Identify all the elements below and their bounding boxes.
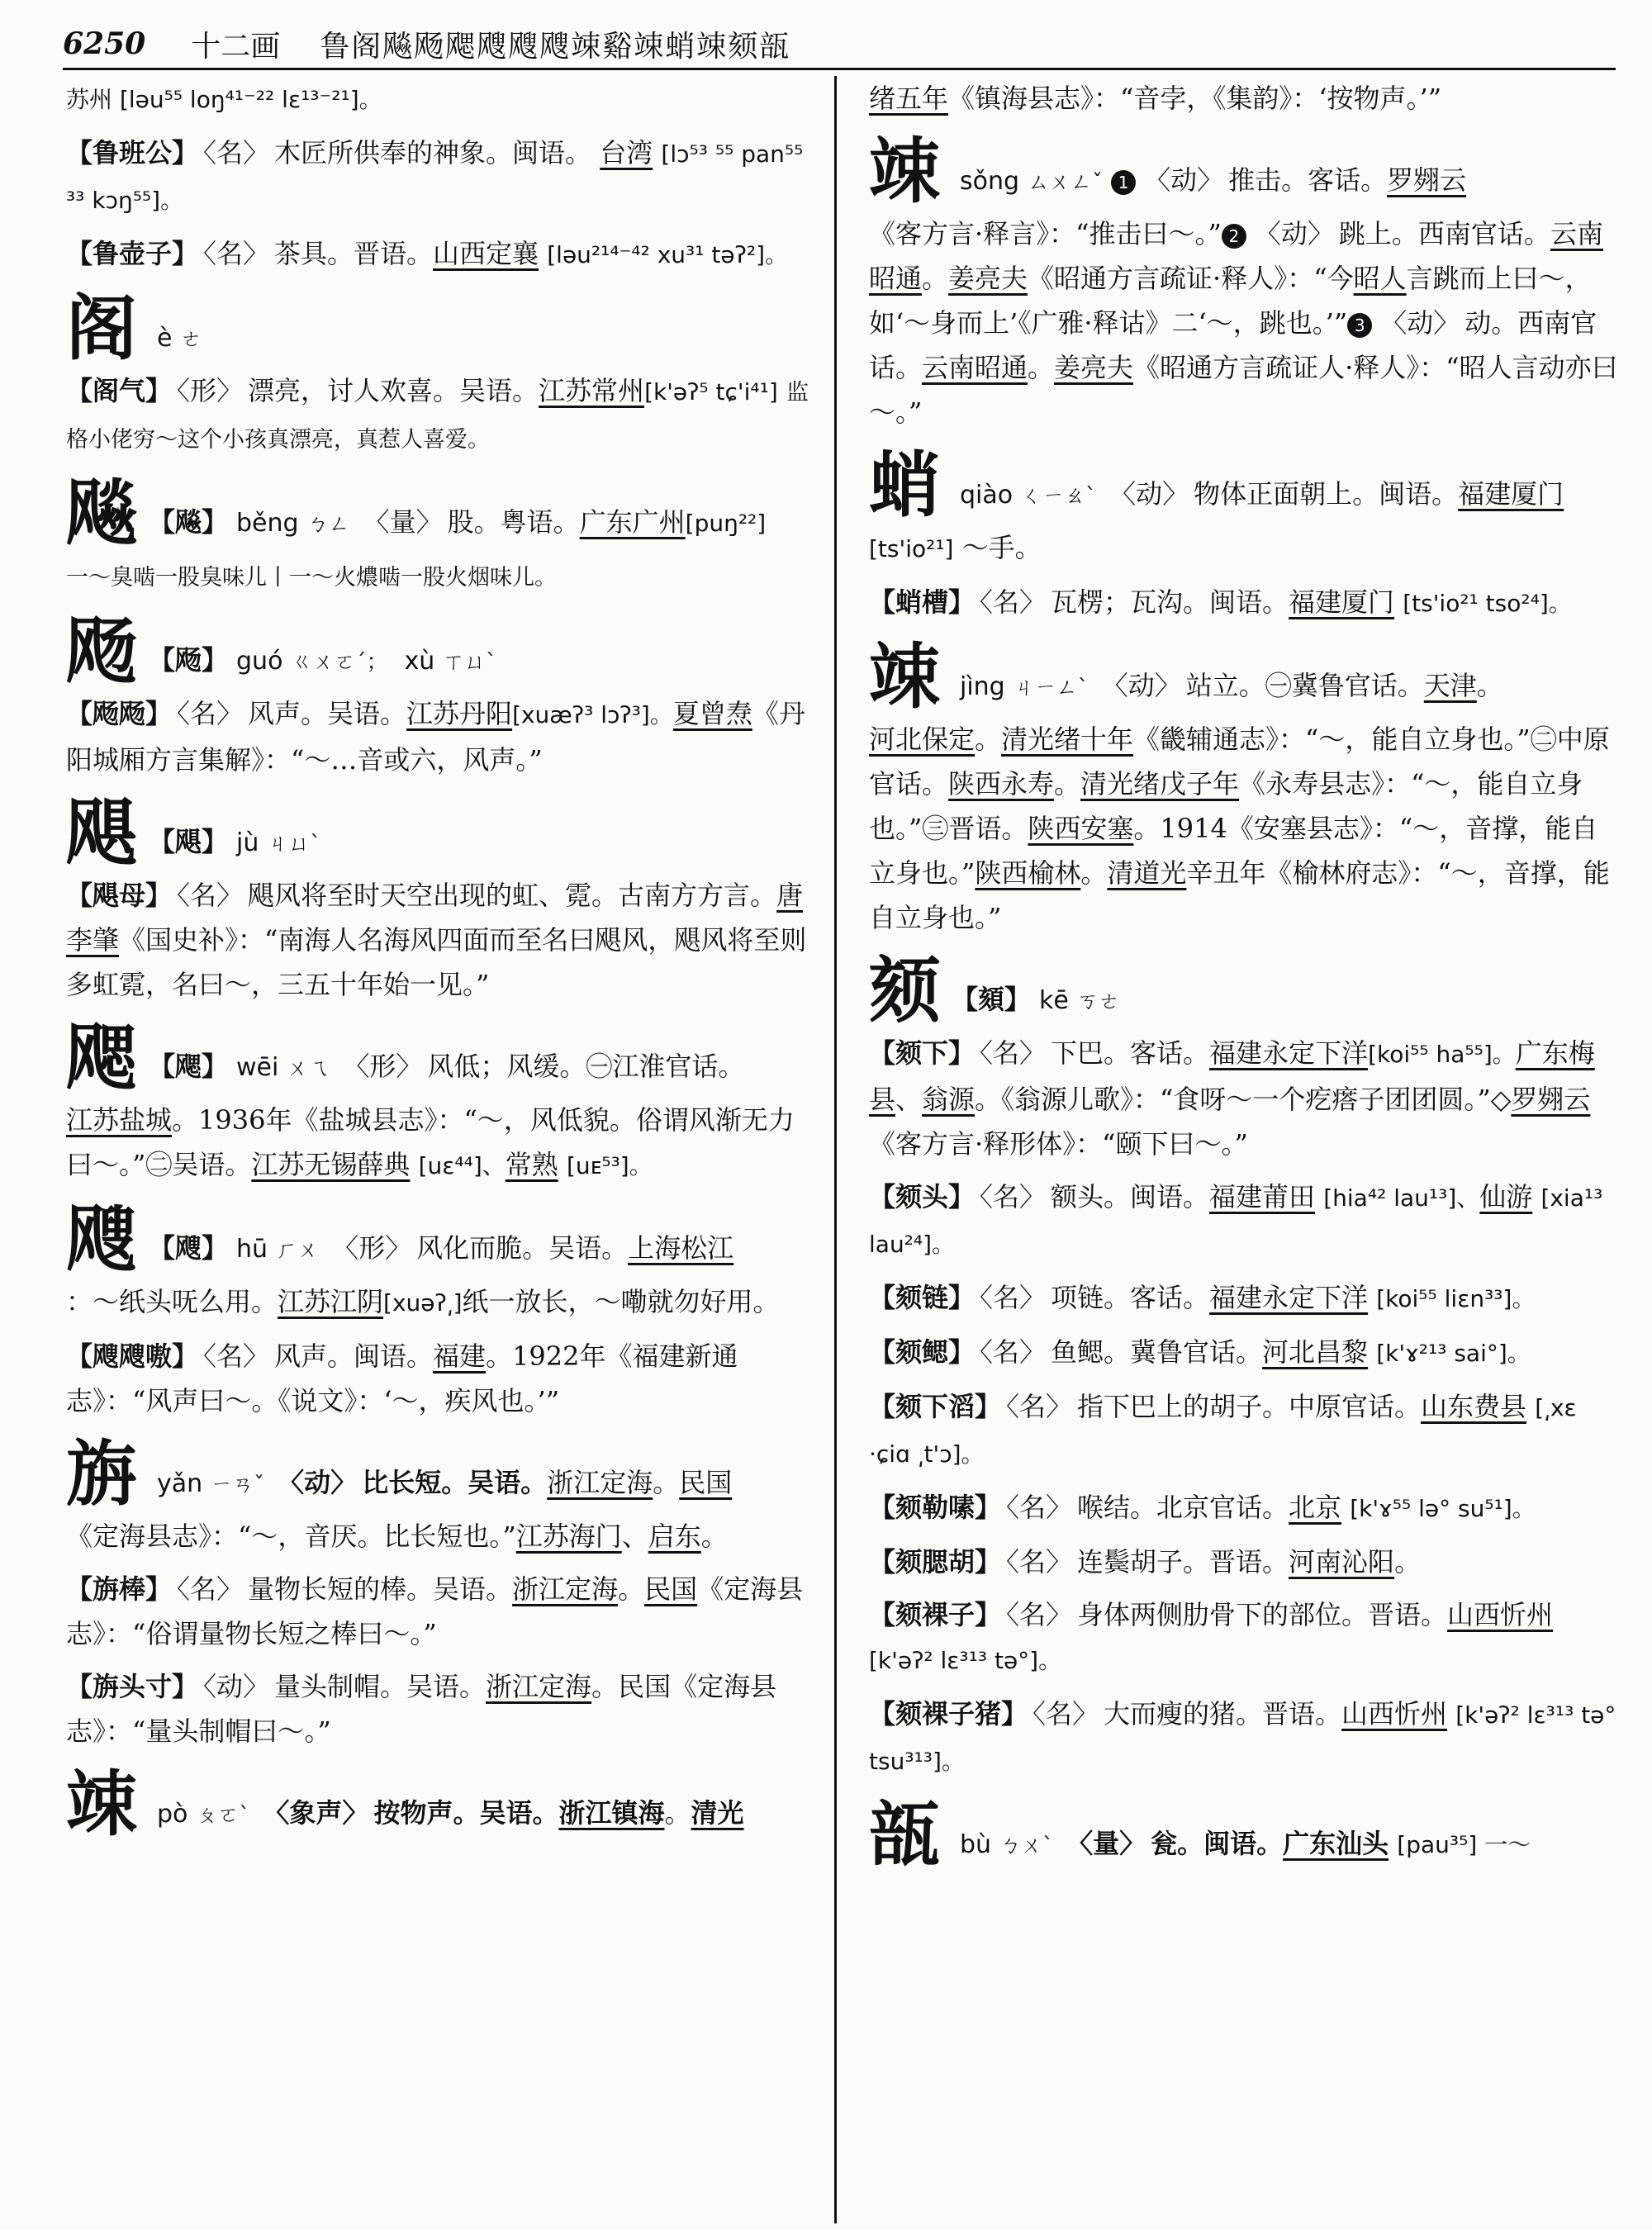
column-divider [834, 76, 837, 2223]
headword-ke: 颏 【頦】 kē ㄎㄜ [869, 949, 1120, 1032]
headword-ju: 飓 【飓】 jù ㄐㄩˋ [66, 791, 321, 875]
entry-yantoucun: 【旃头寸】 〈动〉 量头制帽。吴语。浙江定海。民国《定海县志》：“量头制帽曰～。” [66, 1671, 777, 1747]
entry-yanbang: 【旃棒】 〈名〉 量物长短的棒。吴语。浙江定海。民国《定海县志》：“俗谓量物长短之棒曰～。” [66, 1573, 804, 1649]
headword-beng: 飚 【飚】 běng ㄅㄥ 〈量〉 股。粤语。广东广州[puŋ²²] [66, 472, 767, 555]
headword-song: 竦 sǒng ㄙㄨㄥˇ 1 〈动〉 推击。客话。罗翙云 [869, 130, 1467, 213]
headword-po: 竦 pò ㄆㄛˋ 〈象声〉 按物声。吴语。浙江镇海。清光 [66, 1763, 744, 1846]
entry-keluozizhu: 【颏裸子猪】 〈名〉 大而瘦的猪。晋语。山西忻州 [k'əʔ² lɛ³¹³ tə° tsu³¹³]。 [869, 1698, 1616, 1775]
entry-kesai: 【颏鳃】 〈名〉 鱼鳃。冀鲁官话。河北昌黎 [k'ɤ²¹³ sai°]。 [869, 1336, 1531, 1368]
entry-huhuhu: 【飕飕嗷】 〈名〉 风声。闽语。福建。1922年《福建新通志》：“风声曰～。《说文》：‘～，疾风也。’” [66, 1340, 738, 1416]
entry-kexia: 【颏下】 〈名〉 下巴。客话。福建永定下洋[koi⁵⁵ ha⁵⁵]。广东梅县、翁源。《翁源儿歌》：“食呀～一个疙瘩子团团圆。”◇罗翙云《客方言·释形体》：“颐下曰～。” [869, 1037, 1595, 1160]
page-header [63, 20, 1616, 70]
right-column [869, 76, 1621, 1875]
entry-eqi: 【阁气】 〈形〉 漂亮，讨人欢喜。吴语。江苏常州[k'əʔ⁵ tɕ'i⁴¹] 监格小佬穷～这个小孩真漂亮，真惹人喜爱。 [66, 375, 809, 453]
entry-kesaihu: 【颏腮胡】 〈名〉 连鬓胡子。晋语。河南沁阳。 [869, 1546, 1422, 1578]
entry-keluozi: 【颏裸子】 〈名〉 身体两侧肋骨下的部位。晋语。山西忻州 [k'əʔ² lɛ³¹³ tə°]。 [869, 1599, 1554, 1674]
continuation-line: 苏州 [ləu⁵⁵ loŋ⁴¹⁻²² lɛ¹³⁻²¹]。 [66, 86, 382, 113]
entry-kelian: 【颏链】 〈名〉 项链。客话。福建永定下洋 [koi⁵⁵ liɛn³³]。 [869, 1282, 1536, 1313]
entry-luhuzi: 【鲁壶子】 〈名〉 茶具。晋语。山西定襄 [ləu²¹⁴⁻⁴² xu³¹ təʔ²]。 [66, 238, 789, 269]
entry-kexiatao: 【颏下滔】 〈名〉 指下巴上的胡子。中原官话。山东费县 [͵xɛ ·ɕiɑ ͵t'ɔ]。 [869, 1391, 1577, 1468]
sense-marker-2: 2 [1222, 224, 1246, 249]
sense-marker-3: 3 [1347, 313, 1372, 338]
entry-kelesou: 【颏勒嗉】 〈名〉 喉结。北京官话。北京 [k'ɤ⁵⁵ lə° su⁵¹]。 [869, 1492, 1536, 1523]
entry-qiao: [ts'io²¹] ～手。 [869, 532, 1042, 563]
headword-bu: 瓿 bù ㄅㄨˋ 〈量〉 瓮。闽语。广东汕头 [pau³⁵] 一～ [869, 1793, 1531, 1877]
page-number: 6250 [63, 26, 146, 61]
headword-yan: 旃 yǎn ㄧㄢˇ 〈动〉 比长短。吴语。浙江定海。民国 [66, 1432, 733, 1516]
left-column [66, 76, 809, 1844]
entry-ketou: 【颏头】 〈名〉 额头。闽语。福建莆田 [hia⁴² lau¹³]、仙游 [xia¹³ lau²⁴]。 [869, 1181, 1603, 1258]
entry-yan: 《定海县志》：“～，音厌。比长短也。”江苏海门、启东。 [66, 1521, 728, 1552]
entry-jumu: 【飓母】 〈名〉 飓风将至时天空出现的虹、霓。古南方方言。唐李肇《国史补》：“南海人名海风四面而至名曰飓风，飓风将至则多虹霓，名曰～，三五十年始一见。” [66, 880, 807, 1000]
headword-qiao: 蛸 qiào ㄑㄧㄠˋ 〈动〉 物体正面朝上。闽语。福建厦门 [869, 444, 1564, 527]
header-section: 十二画 [191, 29, 281, 64]
entry-qiaocao: 【蛸槽】 〈名〉 瓦楞；瓦沟。闽语。福建厦门 [ts'io²¹ tso²⁴]。 [869, 586, 1572, 618]
entry-song: 《客方言·释言》：“推击曰～。” 2 〈动〉 跳上。西南官话。云南昭通。姜亮夫《昭通方言疏证·释人》：“今昭人言跳而上曰～，如‘～身而上’《广雅·释诂》二‘～，跳也。’” 3 〈动〉 动。西南官话。云南昭通。姜亮夫《昭通方言疏证人·释人》：“昭人言动亦曰～。” [869, 218, 1618, 428]
headword-wei: 飔 【飔】 wēi ㄨㄟ 〈形〉 风低；风缓。㊀江淮官话。 [66, 1016, 745, 1099]
entry-hu: ：～纸头呒么用。江苏江阴[xuəʔ͵]纸一放长，～嘞就勿好用。 [66, 1286, 780, 1317]
entry-lubangong: 【鲁班公】 〈名〉 木匠所供奉的神象。闽语。 台湾 [lɔ⁵³ ⁵⁵ pan⁵⁵ ³³ kɔŋ⁵⁵]。 [66, 137, 804, 214]
headword-guo: 飏 【飏】 guó ㄍㄨㄛˊ； xù ㄒㄩˋ [66, 610, 497, 693]
headword-hu: 飕 【飕】 hū ㄏㄨ 〈形〉 风化而脆。吴语。上海松江 [66, 1198, 734, 1281]
entry-wei: 江苏盐城。1936年《盐城县志》：“～，风低貌。俗谓风渐无力曰～。”㊁吴语。江苏无锡薛典 [uɛ⁴⁴]、常熟 [uᴇ⁵³]。 [66, 1104, 795, 1180]
sense-marker-1: 1 [1111, 170, 1136, 195]
header-characters: 鲁阁飚飏飔飕飕飕竦谿竦蛸竦颏瓿 [320, 29, 791, 64]
headword-e: 阁 è ㄜ [66, 287, 202, 370]
continuation-line-right: 绪五年《镇海县志》：“音孛，《集韵》：‘按物声。’” [869, 83, 1442, 114]
entry-guoxu: 【飏飏】 〈名〉 风声。吴语。江苏丹阳[xuæʔ³ lɔʔ³]。夏曾焘《丹阳城厢方言集解》：“～…音或六，风声。” [66, 698, 805, 776]
example-beng: 一～臭啮一股臭味儿丨一～火燶啮一股火烟味儿。 [66, 565, 557, 591]
entry-jing: 河北保定。清光绪十年《畿辅通志》：“～，能自立身也。”㊁中原官话。陕西永寿。清光绪戊子年《永寿县志》：“～，能自立身也。”㊂晋语。陕西安塞。1914《安塞县志》：“～，音撑，能自立身也。”陕西榆林。清道光辛丑年《榆林府志》：“～，音撑，能自立身也。” [869, 724, 1610, 933]
headword-jing: 竦 jìng ㄐㄧㄥˋ 〈动〉 站立。㊀冀鲁官话。天津。 [869, 635, 1503, 719]
